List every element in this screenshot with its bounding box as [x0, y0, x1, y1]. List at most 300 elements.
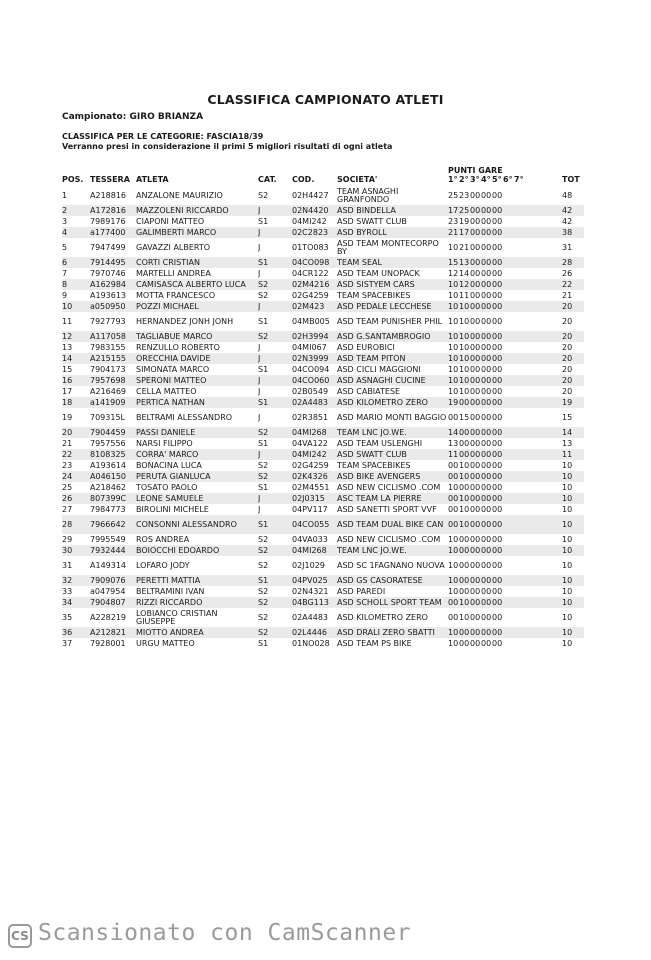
table-row	[62, 556, 584, 575]
cell-societa: ASD TEAM MONTECORPO BY	[337, 238, 439, 256]
cell-societa: ASD DRALI ZERO SBATTI	[337, 627, 448, 638]
header-cat: CAT.	[258, 175, 277, 184]
header-race: 1°	[448, 175, 458, 184]
race-points: 00	[481, 375, 492, 385]
header-pos: POS.	[62, 175, 84, 184]
race-points: 00	[470, 227, 481, 237]
cell-tot: 10	[562, 560, 573, 570]
cell-atleta: PERETTI MATTIA	[136, 575, 258, 586]
category-label: CLASSIFICA PER LE CATEGORIE:	[62, 132, 204, 141]
cell-societa: ASD GS CASORATESE	[337, 575, 448, 586]
race-points: 10	[448, 279, 459, 289]
cell-cod: 02N3999	[292, 353, 337, 364]
race-points: 10	[448, 301, 459, 311]
cell-pos: 20	[62, 427, 90, 438]
cell-societa: ASD G.SANTAMBROGIO	[337, 331, 448, 342]
cell-cat: J	[258, 412, 261, 422]
cell-cat: S2	[258, 597, 292, 608]
header-tot: TOT	[562, 175, 580, 184]
cell-societa: ASD MARIO MONTI BAGGIO	[337, 412, 447, 422]
cell-tot: 48	[562, 190, 573, 200]
cell-punti	[448, 482, 562, 493]
race-points: 19	[459, 216, 470, 226]
race-points: 00	[481, 438, 492, 448]
race-points: 25	[459, 205, 470, 215]
race-points: 00	[470, 331, 481, 341]
cell-cod: 02N4420	[292, 205, 337, 216]
race-points: 00	[492, 427, 503, 437]
cell-pos: 6	[62, 257, 90, 268]
race-points: 10	[448, 342, 459, 352]
race-points: 00	[470, 242, 481, 252]
race-points: 00	[470, 612, 481, 622]
race-points: 00	[481, 290, 492, 300]
race-points: 00	[470, 534, 481, 544]
cell-cat: J	[258, 242, 261, 252]
cell-tot: 10	[562, 493, 584, 504]
cell-pos: 13	[62, 342, 73, 352]
race-points: 10	[459, 375, 470, 385]
header-atleta: ATLETA	[136, 175, 169, 184]
race-points: 00	[492, 279, 503, 289]
cell-atleta: LOFARO JODY	[136, 560, 190, 570]
race-points: 00	[448, 471, 459, 481]
race-points: 10	[448, 534, 459, 544]
race-points: 00	[470, 216, 481, 226]
race-points: 00	[492, 575, 503, 585]
race-points: 00	[481, 279, 492, 289]
cell-tessera: A149314	[90, 560, 127, 570]
cell-pos: 9	[62, 290, 68, 300]
camscanner-logo-icon: CS	[8, 924, 32, 948]
table-row	[62, 342, 584, 353]
race-points: 00	[448, 597, 459, 607]
cell-punti	[448, 216, 562, 227]
cell-punti	[448, 364, 562, 375]
race-points: 00	[481, 449, 492, 459]
race-points: 00	[481, 560, 492, 570]
race-points: 00	[470, 375, 481, 385]
cell-societa: ASD TEAM UNOPACK	[337, 268, 420, 278]
race-points: 10	[459, 460, 470, 470]
cell-tessera: A193614	[90, 460, 127, 470]
cell-cat: J	[258, 205, 292, 216]
cell-punti	[448, 449, 562, 460]
cell-punti	[448, 227, 562, 238]
table-row	[62, 186, 584, 205]
cell-cod: 04CO094	[292, 364, 330, 374]
cell-societa: TEAM SPACEBIKES	[337, 460, 411, 470]
race-points: 00	[481, 342, 492, 352]
cell-societa: ASD BINDELLA	[337, 205, 448, 216]
cell-tessera: A216469	[90, 386, 127, 396]
cell-tot: 19	[562, 397, 584, 408]
header-societa: SOCIETA'	[337, 175, 378, 184]
cell-societa: ASD NEW CICLISMO .COM	[337, 482, 441, 492]
cell-tessera: A218816	[90, 190, 127, 200]
race-points: 00	[492, 268, 503, 278]
cell-cod: 02B0549	[292, 386, 329, 396]
cell-tot: 38	[562, 227, 584, 238]
cell-pos: 37	[62, 638, 73, 648]
race-points: 11	[459, 290, 470, 300]
cell-pos: 24	[62, 471, 90, 482]
cell-cod: 04CR122	[292, 268, 329, 278]
cell-punti	[448, 438, 562, 449]
race-points: 00	[492, 597, 503, 607]
cell-tessera: 7904459	[90, 427, 136, 438]
race-points: 00	[492, 627, 503, 637]
race-points: 00	[470, 471, 481, 481]
cell-cat: S1	[258, 397, 292, 408]
cell-cat: J	[258, 353, 292, 364]
race-points: 10	[448, 545, 459, 555]
cell-societa: ASD SCHOLL SPORT TEAM	[337, 597, 448, 608]
cell-pos: 3	[62, 216, 68, 226]
table-row	[62, 482, 584, 493]
race-points: 15	[448, 257, 459, 267]
race-points: 00	[492, 482, 503, 492]
cell-cat: S2	[258, 427, 292, 438]
cell-tot: 28	[562, 257, 584, 268]
cell-pos: 26	[62, 493, 90, 504]
cell-cod: 04VA122	[292, 438, 328, 448]
table-row	[62, 408, 584, 427]
cell-cat: S1	[258, 575, 292, 586]
cell-cat: J	[258, 386, 261, 396]
table-row	[62, 268, 584, 279]
race-points: 00	[470, 316, 481, 326]
cell-tot: 10	[562, 515, 584, 534]
cell-tessera: A212821	[90, 627, 136, 638]
cell-atleta: ANZALONE MAURIZIO	[136, 190, 223, 200]
race-points: 00	[492, 353, 503, 363]
cell-tot: 10	[562, 638, 573, 648]
cell-tessera: a047954	[90, 586, 126, 596]
table-row	[62, 227, 584, 238]
race-points: 00	[492, 257, 503, 267]
cell-atleta: BOIOCCHI EDOARDO	[136, 545, 258, 556]
table-row	[62, 627, 584, 638]
cell-cod: 02N4321	[292, 586, 329, 596]
header-race: 5°	[492, 175, 502, 184]
race-points: 10	[459, 353, 470, 363]
header-punti-gare	[448, 166, 562, 186]
cell-pos: 18	[62, 397, 90, 408]
cell-tot: 21	[562, 290, 573, 300]
race-points: 00	[481, 216, 492, 226]
table-row	[62, 238, 584, 257]
race-points: 10	[448, 638, 459, 648]
race-points: 00	[481, 242, 492, 252]
table-row	[62, 597, 584, 608]
race-points: 00	[448, 519, 459, 529]
race-points: 00	[481, 493, 492, 503]
category-line	[62, 132, 263, 142]
cell-pos: 22	[62, 449, 90, 460]
cell-tot: 10	[562, 612, 573, 622]
race-points: 17	[448, 205, 459, 215]
race-points: 00	[470, 290, 481, 300]
cell-cod: 01NO028	[292, 638, 330, 648]
cell-tessera: A215155	[90, 353, 136, 364]
race-points: 00	[459, 482, 470, 492]
cell-tessera: 7995549	[90, 534, 126, 544]
race-points: 10	[448, 242, 459, 252]
cell-cat: S2	[258, 560, 269, 570]
cell-atleta: MARTELLI ANDREA	[136, 268, 211, 278]
race-points: 10	[448, 627, 459, 637]
race-points: 00	[448, 460, 459, 470]
race-points: 00	[470, 342, 481, 352]
race-points: 00	[492, 612, 503, 622]
race-points: 00	[481, 257, 492, 267]
race-points: 00	[470, 353, 481, 363]
race-points: 00	[492, 449, 503, 459]
cell-punti	[448, 238, 562, 257]
cell-tessera: 7928001	[90, 638, 126, 648]
cell-societa: ASD PAREDI	[337, 586, 386, 596]
cell-tot: 31	[562, 242, 573, 252]
cell-punti	[448, 471, 562, 482]
race-points: 00	[481, 268, 492, 278]
cell-pos: 21	[62, 438, 73, 448]
race-points: 17	[459, 227, 470, 237]
selection-note: Verranno presi in considerazione il primi 5 migliori risultati di ogni atleta	[62, 142, 393, 151]
cell-cod: 02J1029	[292, 560, 325, 570]
cell-atleta: TOSATO PAOLO	[136, 482, 198, 492]
table-row	[62, 575, 584, 586]
cell-punti	[448, 205, 562, 216]
cell-cod: 02K4326	[292, 471, 337, 482]
race-points: 25	[448, 190, 459, 200]
cell-societa: ASD KILOMETRO ZERO	[337, 612, 428, 622]
race-points: 00	[470, 560, 481, 570]
header-punti-label: PUNTI GARE	[448, 166, 503, 175]
cell-societa: ASD CICLI MAGGIONI	[337, 364, 421, 374]
cell-punti	[448, 186, 562, 205]
cell-tessera: A046150	[90, 471, 136, 482]
race-points: 10	[459, 471, 470, 481]
race-points: 00	[492, 364, 503, 374]
race-points: 00	[470, 268, 481, 278]
cell-tessera: 7904173	[90, 364, 126, 374]
cell-punti	[448, 504, 562, 515]
cell-pos: 2	[62, 205, 90, 216]
cell-punti	[448, 279, 562, 290]
cell-cat: S1	[258, 638, 269, 648]
cell-tessera: A228219	[90, 612, 127, 622]
table-row	[62, 331, 584, 342]
race-points: 00	[470, 279, 481, 289]
cell-societa: ASD SANETTI SPORT VVF	[337, 504, 437, 514]
cell-atleta: MOTTA FRANCESCO	[136, 290, 216, 300]
cell-societa: ASC TEAM LA PIERRE	[337, 493, 448, 504]
cell-punti	[448, 545, 562, 556]
race-points: 10	[448, 575, 459, 585]
cell-cod: 04PV117	[292, 504, 328, 514]
race-points: 00	[492, 216, 503, 226]
cell-tot: 26	[562, 268, 573, 278]
table-row	[62, 438, 584, 449]
race-points: 00	[481, 331, 492, 341]
document-title: CLASSIFICA CAMPIONATO ATLETI	[207, 92, 444, 107]
header-race: 3°	[470, 175, 480, 184]
cell-atleta: CORRA' MARCO	[136, 449, 258, 460]
cell-atleta: PASSI DANIELE	[136, 427, 258, 438]
cell-cat: J	[258, 268, 261, 278]
cell-cat: J	[258, 342, 261, 352]
cell-cat: S2	[258, 290, 269, 300]
cell-societa: ASD TEAM DUAL BIKE CAN	[337, 515, 448, 534]
cell-cod: 04BG113	[292, 597, 337, 608]
cell-pos: 5	[62, 242, 68, 252]
race-points: 00	[492, 460, 503, 470]
championship-line: Campionato: GIRO BRIANZA	[62, 112, 204, 122]
cell-punti	[448, 257, 562, 268]
race-points: 21	[448, 227, 459, 237]
race-points: 00	[470, 257, 481, 267]
race-points: 00	[459, 638, 470, 648]
race-points: 00	[481, 386, 492, 396]
cell-tessera: 7904807	[90, 597, 136, 608]
cell-tessera: 7957556	[90, 438, 126, 448]
cell-cod: 02H3994	[292, 331, 337, 342]
race-points: 00	[470, 301, 481, 311]
cell-tot: 42	[562, 205, 584, 216]
cell-tot: 11	[562, 449, 584, 460]
race-points: 00	[470, 449, 481, 459]
race-points: 10	[448, 586, 459, 596]
race-points: 10	[459, 612, 470, 622]
race-points: 00	[481, 638, 492, 648]
table-row	[62, 257, 584, 268]
cell-tot: 20	[562, 386, 573, 396]
race-points: 10	[459, 504, 470, 514]
cell-cod: 04PV025	[292, 575, 337, 586]
cell-cat: J	[258, 375, 292, 386]
race-points: 00	[470, 493, 481, 503]
race-points: 00	[492, 471, 503, 481]
table-row	[62, 427, 584, 438]
table-header	[62, 166, 584, 186]
cell-tot: 10	[562, 627, 584, 638]
race-points: 10	[448, 331, 459, 341]
race-points: 00	[492, 438, 503, 448]
header-race: 6°	[503, 175, 513, 184]
cell-atleta: URGU MATTEO	[136, 638, 195, 648]
race-points: 12	[459, 279, 470, 289]
race-points: 11	[448, 449, 459, 459]
cell-societa: TEAM SEAL	[337, 257, 448, 268]
cell-punti	[448, 493, 562, 504]
cell-societa: ASD SISTYEM CARS	[337, 279, 448, 290]
cell-cod: 04MI268	[292, 427, 337, 438]
race-points: 10	[459, 301, 470, 311]
header-tessera: TESSERA	[90, 175, 130, 184]
race-points: 00	[459, 627, 470, 637]
race-points: 00	[459, 560, 470, 570]
race-points: 00	[492, 205, 503, 215]
cell-punti	[448, 408, 562, 427]
cell-tessera: 7966642	[90, 515, 136, 534]
race-points: 00	[470, 397, 481, 407]
cell-atleta: GALIMBERTI MARCO	[136, 227, 258, 238]
cell-punti	[448, 301, 562, 312]
cell-tot: 10	[562, 575, 584, 586]
race-points: 00	[481, 412, 492, 422]
cell-tessera: 807399C	[90, 493, 136, 504]
race-points: 00	[448, 493, 459, 503]
race-points: 00	[492, 290, 503, 300]
cell-atleta: CIAPONI MATTEO	[136, 216, 205, 226]
cell-tot: 15	[562, 412, 573, 422]
cell-pos: 28	[62, 515, 90, 534]
cell-cod: 02J0315	[292, 493, 337, 504]
race-points: 00	[459, 397, 470, 407]
cell-pos: 11	[62, 316, 73, 326]
race-points: 00	[492, 412, 503, 422]
cell-pos: 36	[62, 627, 90, 638]
table-row	[62, 504, 584, 515]
cell-tot: 14	[562, 427, 584, 438]
cell-pos: 34	[62, 597, 90, 608]
cell-punti	[448, 597, 562, 608]
race-points: 10	[459, 331, 470, 341]
race-points: 00	[492, 316, 503, 326]
cell-punti	[448, 586, 562, 597]
cell-tessera: 7984773	[90, 504, 126, 514]
cell-tot: 42	[562, 216, 573, 226]
cell-atleta: BELTRAMI ALESSANDRO	[136, 412, 233, 422]
cell-cat: S1	[258, 515, 292, 534]
race-points: 00	[492, 331, 503, 341]
race-points: 00	[470, 545, 481, 555]
header-race-numbers	[448, 175, 562, 184]
race-points: 00	[481, 627, 492, 637]
cell-punti	[448, 627, 562, 638]
cell-cod: 04MB005	[292, 316, 330, 326]
cell-cat: S2	[258, 627, 292, 638]
race-points: 00	[459, 427, 470, 437]
table-row	[62, 545, 584, 556]
cell-tessera: A162984	[90, 279, 136, 290]
race-points: 10	[448, 290, 459, 300]
cell-tot: 20	[562, 375, 584, 386]
cell-atleta: GAVAZZI ALBERTO	[136, 242, 211, 252]
cell-cod: 04MI242	[292, 449, 337, 460]
race-points: 00	[481, 364, 492, 374]
cell-punti	[448, 515, 562, 534]
cell-cod: 04MI242	[292, 216, 327, 226]
cell-tot: 20	[562, 316, 573, 326]
race-points: 00	[492, 386, 503, 396]
race-points: 00	[470, 205, 481, 215]
cell-pos: 29	[62, 534, 73, 544]
cell-cod: 02R3851	[292, 412, 329, 422]
cell-tot: 13	[562, 438, 573, 448]
cell-societa: ASD TEAM PITON	[337, 353, 448, 364]
cell-cod: 04MI067	[292, 342, 327, 352]
cell-pos: 14	[62, 353, 90, 364]
cell-punti	[448, 397, 562, 408]
cell-pos: 19	[62, 412, 73, 422]
race-points: 00	[481, 612, 492, 622]
camscanner-watermark: Scansionato con CamScanner	[38, 920, 412, 946]
race-points: 00	[470, 427, 481, 437]
cell-societa: ASD TEAM PUNISHER PHIL	[337, 316, 443, 326]
race-points: 00	[481, 586, 492, 596]
